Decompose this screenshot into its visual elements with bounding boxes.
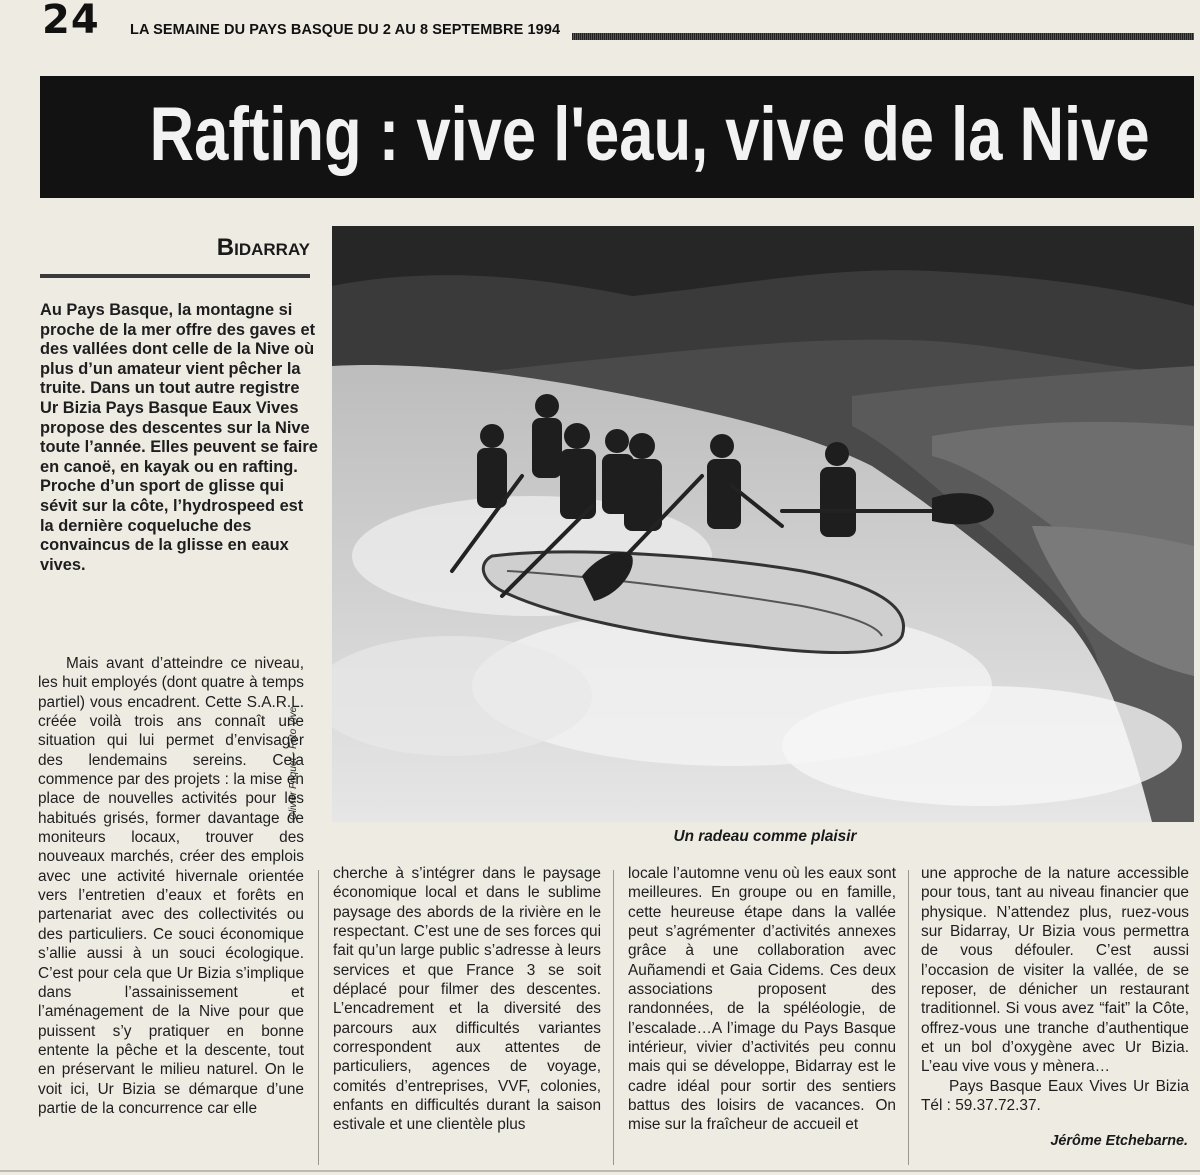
location-rest: IDARRAY — [234, 240, 310, 259]
body-paragraph-3: locale l’automne venu où les eaux sont meilleures. En groupe ou en famille, cette heureuse étape dans la vallée peut s’agrémenter d’activités annexes grâce à une collaboration avec Auñamendi et Gaia Cidems. Ces deux associations proposent des randonnées, de la spéléologie, de l’escalade…A l’image du Pays Basque intérieur, vivier d’activités peu connu mais qui se développe, Bidarray est le cadre idéal pour sortir des sentiers battus des loisirs de vacances. On mise sur la fraîcheur de accueil et — [628, 865, 896, 1134]
photo-caption: Un radeau comme plaisir — [673, 828, 857, 845]
body-paragraph-1: Mais avant d’atteindre ce niveau, les huit employés (dont quatre à temps partiel) vous encadrent. Cette S.A.R.L. créée voilà trois ans connaît une situation qui lui permet d’envisager des lendemains sereins. Cela commence par des projets : la mise en place de nouvelles activités pour les habitués grisés, former davantage de moniteurs locaux, trouver des nouveaux marchés, créer des emplois avec une activité hivernale orientée vers l’entretien d’eaux et forêts en partenariat avec des collectivités ou des particuliers. Ce souci économique s’allie aussi à un souci écologique. C’est pour cela que Ur Bizia s’implique dans l’assainissement et l’aménagement de la Nive pour que puissent s’y pratiquer en bonne entente la pêche et la descente, tout en préservant le milieu naturel. On le voit ici, Ur Bizia se démarque d’une partie de la concurrence car elle — [38, 655, 304, 1117]
headline-band — [40, 76, 1194, 198]
bottom-rule — [0, 1170, 1200, 1172]
location-kicker — [217, 234, 310, 262]
body-paragraph-2: cherche à s’intégrer dans le paysage économique local et dans le sublime paysage des abords de la rivière en le respectant. C’est une de ses forces qui fait qu’un large public s’adresse à leurs services et que France 3 se soit déplacé pour filmer des descentes. L’encadrement et la diversité des parcours aux difficultés variantes correspondent aux attentes de particuliers, agences de voyage, comités d’entreprises, VVF, colonies, enfants en difficultés durant la saison estivale et une clientèle plus — [333, 865, 601, 1134]
rafting-photo — [332, 226, 1194, 822]
location-rule — [40, 274, 310, 278]
body-column-3 — [628, 864, 896, 1135]
column-divider — [613, 870, 614, 1165]
column-divider — [318, 870, 319, 1165]
masthead: LA SEMAINE DU PAYS BASQUE DU 2 AU 8 SEPTEMBRE 1994 — [130, 22, 561, 38]
page-number: 24 — [42, 0, 100, 43]
masthead-rule — [572, 33, 1194, 40]
photo-credit: Olivier Friquet - Foto Vive — [288, 706, 299, 820]
headline: Rafting : vive l'eau, vive de la Nive — [149, 92, 1150, 177]
body-paragraph-4: une approche de la nature accessible pour tous, tant au niveau financier que physique. N’attendez plus, ruez-vous sur Bidarray, Ur Bizia vous permettra de vous défouler. C’est aussi l’occasion de visiter la vallée, de se reposer, de dénicher un restaurant traditionnel. Si vous avez “fait” la Côte, offrez-vous une tranche d’authentique et un bol d’oxygène avec Ur Bizia. L’eau vive vous y mènera… — [921, 865, 1189, 1076]
location-initial: B — [216, 234, 235, 261]
body-column-1 — [38, 654, 304, 1118]
lead-paragraph: Au Pays Basque, la montagne si proche de la mer offre des gaves et des vallées dont celle de la Nive où plus d’un amateur vient pêcher la truite. Dans un tout autre registre Ur Bizia Pays Basque Eaux Vives propose des descentes sur la Nive toute l’année. Elles peuvent se faire en canoë, en kayak ou en rafting. Proche d’un sport de glisse qui sévit sur la côte, l’hydrospeed est la dernière coqueluche des convaincus de la glisse en eaux vives. — [40, 301, 318, 574]
column-divider — [908, 870, 909, 1165]
body-column-2 — [333, 864, 601, 1135]
contact-info: Pays Basque Eaux Vives Ur Bizia Tél : 59.37.72.37. — [921, 1077, 1189, 1115]
author-signature: Jérôme Etchebarne. — [1050, 1133, 1188, 1149]
body-column-4 — [921, 864, 1189, 1115]
